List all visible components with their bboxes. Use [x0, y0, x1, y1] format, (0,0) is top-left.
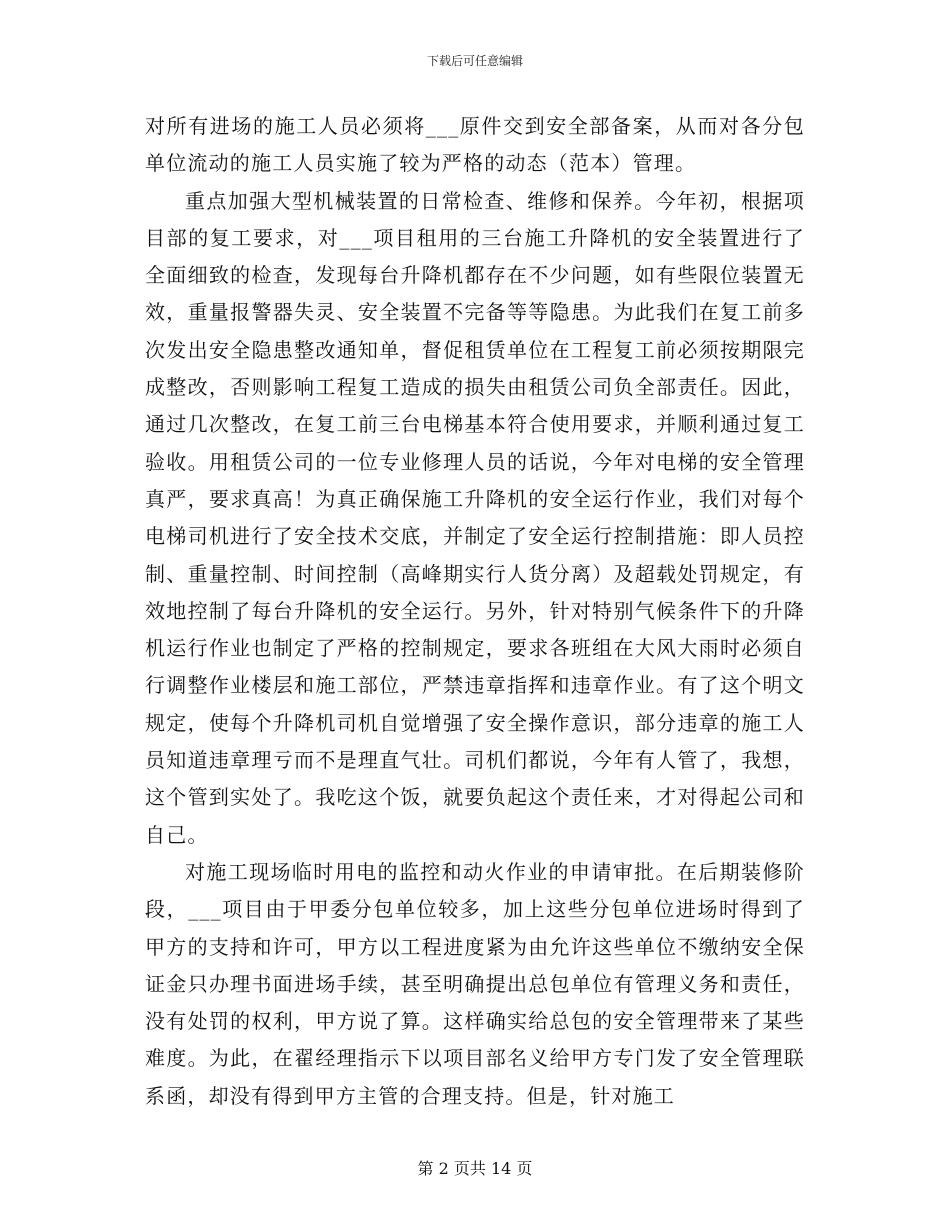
paragraph-electricity-monitoring: 对施工现场临时用电的监控和动火作业的申请审批。在后期装修阶段，___项目由于甲委分包单位较多，加上这些分包单位进场时得到了甲方的支持和许可，甲方以工程进度紧为由允许这些单位不缴纳安全保证金只办理书面进场手续，甚至明确提出总包单位有管理义务和责任，没有处罚的权利，甲方说了算。这样确实给总包的安全管理带来了某些难度。为此，在翟经理指示下以项目部名义给甲方专门发了安全管理联系函，却没有得到甲方主管的合理支持。但是，针对施工	[145, 859, 805, 1108]
paragraph-machinery-inspection: 重点加强大型机械装置的日常检查、维修和保养。今年初，根据项目部的复工要求，对___项目租用的三台施工升降机的安全装置进行了全面细致的检查，发现每台升降机都存在不少问题，如有些限位装置无效，重量报警器失灵、安全装置不完备等等隐患。为此我们在复工前多次发出安全隐患整改通知单，督促租赁单位在工程复工前必须按期限完成整改，否则影响工程复工造成的损失由租赁公司负全部责任。因此，通过几次整改，在复工前三台电梯基本符合使用要求，并顺利通过复工验收。用租赁公司的一位专业修理人员的话说，今年对电梯的安全管理真严，要求真高！为真正确保施工升降机的安全运行作业，我们对每个电梯司机进行了安全技术交底，并制定了安全运行控制措施：即人员控制、重量控制、时间控制（高峰期实行人货分离）及超载处罚规定，有效地控制了每台升降机的安全运行。另外，针对特别气候条件下的升降机运行作业也制定了严格的控制规定，要求各班组在大风大雨时必须自行调整作业楼层和施工部位，严禁违章指挥和违章作业。有了这个明文规定，使每个升降机司机自觉增强了安全操作意识，部分违章的施工人员知道违章理亏而不是理直气壮。司机们都说，今年有人管了，我想，这个管到实处了。我吃这个饭，就要负起这个责任来，才对得起公司和自己。	[145, 188, 805, 847]
page-header: 下载后可任意编辑	[426, 54, 523, 68]
paragraph-continuation: 对所有进场的施工人员必须将___原件交到安全部备案，从而对各分包单位流动的施工人员实施了较为严格的动态（范本）管理。	[145, 114, 805, 176]
page-number: 第 2 页共 14 页	[417, 1159, 533, 1178]
document-body	[145, 108, 805, 1115]
